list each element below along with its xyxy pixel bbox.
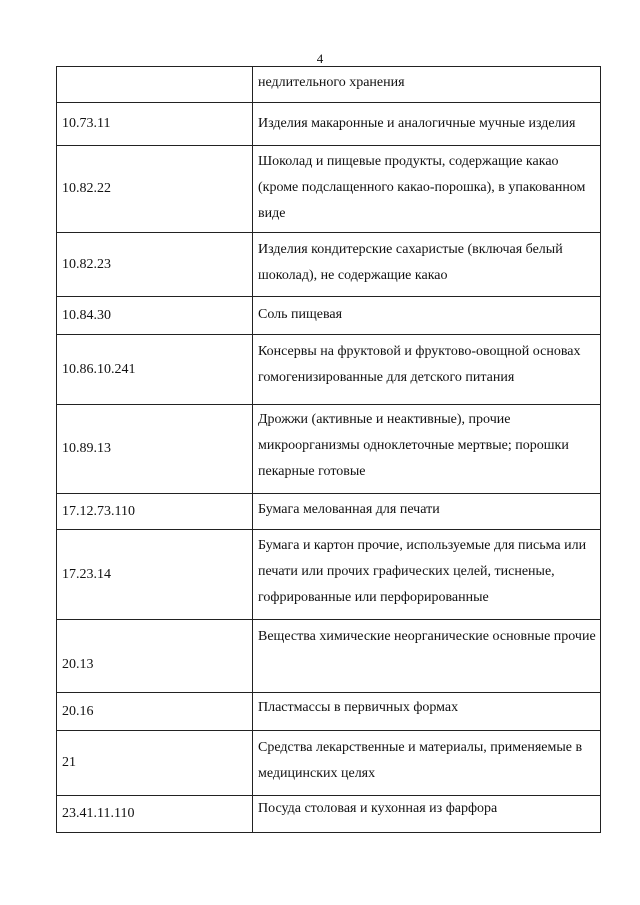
table-row [57,67,601,103]
description-text: Бумага мелованная для печати [258,502,440,517]
table-row [57,693,601,731]
description-cell [253,494,601,530]
code-cell: 17.12.73.110 [57,494,253,530]
description-text: Посуда столовая и кухонная из фарфора [258,801,498,816]
description-text: Изделия макаронные и аналогичные мучные изделия [258,116,576,131]
description-text: Консервы на фруктовой и фруктово-овощной основах гомогенизированные для детского питания [258,344,581,385]
description-text: Вещества химические неорганические основные прочие [258,629,596,644]
description-cell [253,297,601,335]
description-cell [253,693,601,731]
table-row [57,146,601,233]
description-text: Пластмассы в первичных формах [258,700,459,715]
code-cell: 20.16 [57,693,253,731]
code-cell [57,67,253,103]
code-cell: 10.89.13 [57,405,253,494]
code-cell: 10.82.22 [57,146,253,233]
description-cell [253,103,601,146]
description-text: Средства лекарственные и материалы, применяемые в медицинских целях [258,740,583,781]
description-text: Шоколад и пищевые продукты, содержащие какао (кроме подслащенного какао-порошка), в упакованном виде [258,154,586,221]
table-row [57,233,601,297]
description-cell [253,335,601,405]
description-cell [253,233,601,297]
table-row [57,796,601,833]
code-cell: 10.86.10.241 [57,335,253,405]
table-row [57,620,601,693]
description-text: Изделия кондитерские сахаристые (включая белый шоколад), не содержащие какао [258,242,563,283]
code-cell: 10.82.23 [57,233,253,297]
description-cell [253,405,601,494]
page-number: 4 [316,51,324,66]
table-row [57,530,601,620]
table-row [57,405,601,494]
code-cell: 23.41.11.110 [57,796,253,833]
table-row [57,335,601,405]
code-cell: 20.13 [57,620,253,693]
table-row [57,731,601,796]
table-row [57,297,601,335]
table-row [57,494,601,530]
description-cell [253,731,601,796]
description-cell [253,67,601,103]
description-text: Бумага и картон прочие, используемые для письма или печати или прочих графических целей, тисненые, гофрированные или перфорированные [258,538,587,605]
code-cell: 17.23.14 [57,530,253,620]
description-cell [253,620,601,693]
table-row [57,103,601,146]
description-text: недлительного хранения [258,75,405,90]
code-cell: 21 [57,731,253,796]
description-cell [253,796,601,833]
description-text: Дрожжи (активные и неактивные), прочие микроорганизмы одноклеточные мертвые; порошки пекарные готовые [258,412,569,479]
code-cell: 10.73.11 [57,103,253,146]
product-code-table [56,66,601,833]
description-cell [253,530,601,620]
code-cell: 10.84.30 [57,297,253,335]
description-text: Соль пищевая [258,307,343,322]
description-cell [253,146,601,233]
